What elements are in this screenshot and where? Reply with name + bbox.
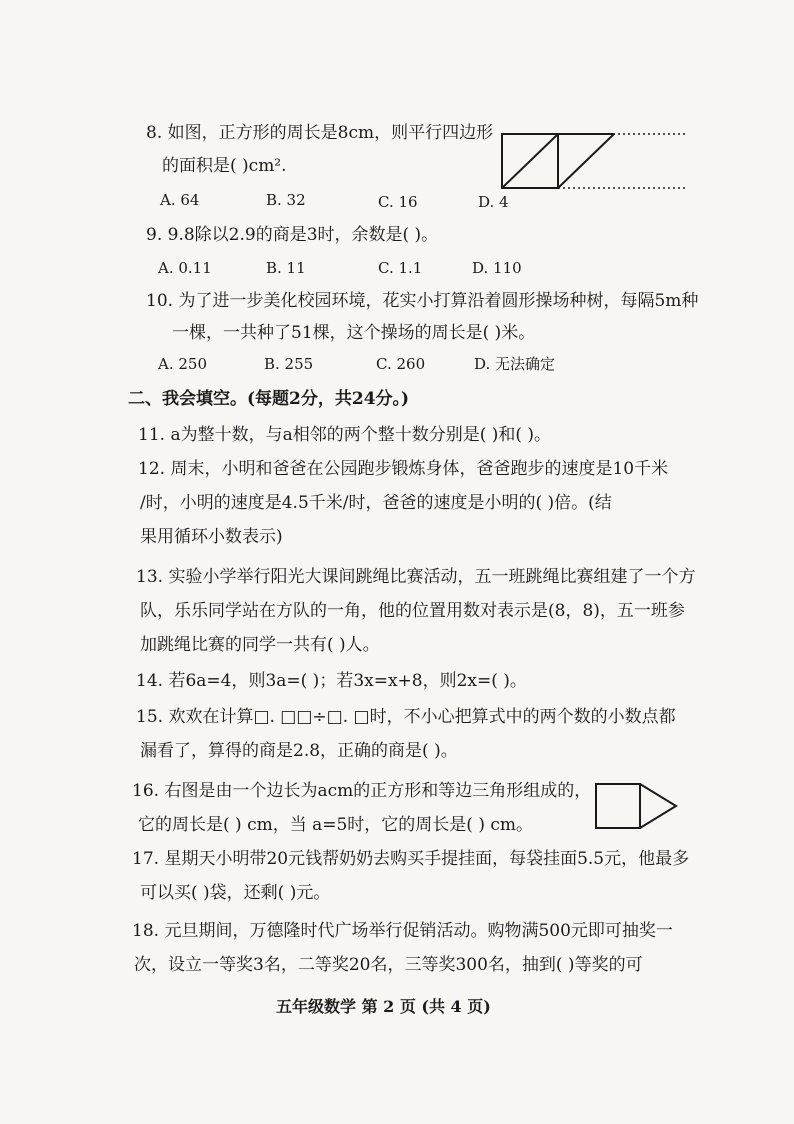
section-2-heading: 二、我会填空。(每题2分，共24分。) xyxy=(128,389,410,409)
q8-line2: 的面积是( )cm². xyxy=(162,156,287,176)
q9-option-a: A. 0.11 xyxy=(158,259,212,277)
q13-line1: 13. 实验小学举行阳光大课间跳绳比赛活动，五一班跳绳比赛组建了一个方 xyxy=(136,567,696,587)
q16-line2: 它的周长是( ) cm，当 a=5时，它的周长是( ) cm。 xyxy=(138,815,534,835)
q10-option-a: A. 250 xyxy=(158,355,207,373)
q13-line2: 队，乐乐同学站在方队的一角，他的位置用数对表示是(8，8)，五一班参 xyxy=(140,601,685,621)
q10-option-c: C. 260 xyxy=(376,355,426,373)
q13-line3: 加跳绳比赛的同学一共有( )人。 xyxy=(140,635,380,655)
q17-line1: 17. 星期天小明带20元钱帮奶奶去购买手提挂面，每袋挂面5.5元，他最多 xyxy=(132,849,690,869)
q9-line1: 9. 9.8除以2.9的商是3时，余数是( )。 xyxy=(146,225,439,245)
q9-option-d: D. 110 xyxy=(472,259,522,277)
q16-figure-square-triangle xyxy=(592,780,678,832)
q12-line2: /时，小明的速度是4.5千米/时，爸爸的速度是小明的( )倍。(结 xyxy=(140,493,612,513)
q8-option-a: A. 64 xyxy=(160,191,200,209)
q15-line2: 漏看了，算得的商是2.8，正确的商是( )。 xyxy=(140,741,458,761)
q8-option-b: B. 32 xyxy=(266,191,306,209)
page-footer: 五年级数学 第 2 页 (共 4 页) xyxy=(276,997,491,1016)
q15-line1: 15. 欢欢在计算□. □□÷□. □时，不小心把算式中的两个数的小数点都 xyxy=(136,707,676,727)
q12-line3: 果用循环小数表示) xyxy=(140,527,283,547)
q14-line1: 14. 若6a=4，则3a=( )；若3x=x+8，则2x=( )。 xyxy=(136,671,527,691)
q10-line1: 10. 为了进一步美化校园环境，花实小打算沿着圆形操场种树，每隔5m种 xyxy=(146,291,699,311)
q9-option-c: C. 1.1 xyxy=(378,259,423,277)
q8-option-c: C. 16 xyxy=(378,193,418,211)
q18-line2: 次，设立一等奖3名，二等奖20名，三等奖300名，抽到( )等奖的可 xyxy=(134,955,643,975)
q12-line1: 12. 周末，小明和爸爸在公园跑步锻炼身体，爸爸跑步的速度是10千米 xyxy=(138,459,669,479)
q18-line1: 18. 元旦期间，万德隆时代广场举行促销活动。购物满500元即可抽奖一 xyxy=(132,921,673,941)
q8-line1: 8. 如图，正方形的周长是8cm，则平行四边形 xyxy=(146,123,494,143)
q10-line2: 一棵，一共种了51棵，这个操场的周长是( )米。 xyxy=(172,323,536,343)
q8-figure-square-parallelogram xyxy=(498,128,688,196)
q10-option-b: B. 255 xyxy=(264,355,314,373)
q8-option-d: D. 4 xyxy=(478,193,509,211)
q9-option-b: B. 11 xyxy=(266,259,306,277)
q17-line2: 可以买( )袋，还剩( )元。 xyxy=(140,883,331,903)
q16-line1: 16. 右图是由一个边长为acm的正方形和等边三角形组成的， xyxy=(132,781,592,801)
q10-option-d: D. 无法确定 xyxy=(474,355,556,373)
q11-line1: 11. a为整十数，与a相邻的两个整十数分别是( )和( )。 xyxy=(138,425,552,445)
